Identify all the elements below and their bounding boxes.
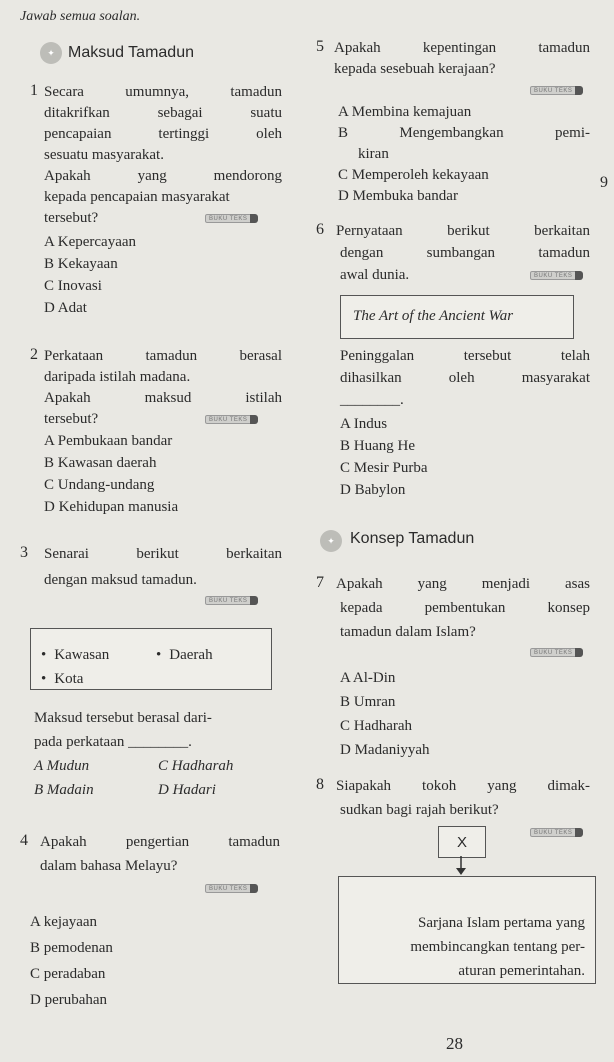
question-line: sesuatu masyarakat. — [44, 147, 164, 163]
option-c: C Inovasi — [44, 278, 102, 294]
option-b-cont: kiran — [358, 146, 389, 162]
question-line: ditakrifkan sebagai suatu — [44, 105, 282, 121]
question-line: dihasilkan oleh masyarakat — [340, 370, 590, 386]
question-number: 1 — [30, 82, 38, 99]
question-line: Peninggalan tersebut telah — [340, 348, 590, 364]
option-b: B Umran — [340, 694, 396, 710]
option-d: D Membuka bandar — [338, 188, 458, 204]
question-number: 6 — [316, 221, 324, 238]
diagram-x-label: X — [456, 833, 467, 851]
question-line: dengan maksud tamadun. — [44, 572, 197, 588]
option-c: C Undang-undang — [44, 477, 155, 493]
question-line: Senarai berikut berkaitan — [44, 546, 282, 562]
statement-box — [340, 295, 574, 339]
question-number: 5 — [316, 38, 324, 55]
option-a: A Membina kemajuan — [338, 104, 472, 120]
diagram-x-box — [438, 826, 486, 858]
option-d: D Hadari — [158, 782, 216, 798]
description-line: membincangkan tentang per- — [410, 939, 585, 955]
option-d: D Babylon — [340, 482, 406, 498]
question-number: 4 — [20, 832, 28, 849]
question-line: tamadun dalam Islam? — [340, 624, 476, 640]
option-a: A kejayaan — [30, 914, 98, 930]
question-number: 3 — [20, 544, 28, 561]
page-number: 28 — [446, 1034, 463, 1053]
option-c: C Memperoleh kekayaan — [338, 167, 489, 183]
option-a: A Indus — [340, 416, 388, 432]
section-title-konsep-tamadun: Konsep Tamadun — [350, 530, 475, 547]
option-d: D Kehidupan manusia — [44, 499, 179, 515]
question-line: Siapakah tokoh yang dimak- — [336, 778, 590, 794]
question-number: 7 — [316, 574, 324, 591]
question-line: Perkataan tamadun berasal — [44, 348, 282, 364]
option-d: D Adat — [44, 300, 87, 316]
option-a: A Kepercayaan — [44, 234, 137, 250]
question-line: pada perkataan ________. — [34, 734, 192, 750]
buku-teks-badge: BUKU TEKS — [530, 648, 583, 657]
question-line: Apakah yang menjadi asas — [336, 576, 590, 592]
option-a: A Mudun — [34, 758, 90, 774]
question-line: pencapaian tertinggi oleh — [44, 126, 282, 142]
question-line: Apakah kepentingan tamadun — [334, 40, 590, 56]
buku-teks-badge: BUKU TEKS — [530, 86, 583, 95]
list-box — [30, 628, 272, 690]
question-line: kepada sesebuah kerajaan? — [334, 61, 496, 77]
buku-teks-badge: BUKU TEKS — [205, 214, 258, 223]
description-line: aturan pemerintahan. — [458, 963, 585, 979]
option-b: B Mengembangkan pemi- — [338, 125, 590, 141]
option-b: B Huang He — [340, 438, 415, 454]
option-a: A Pembukaan bandar — [44, 433, 173, 449]
question-line: Apakah pengertian tamadun — [40, 834, 280, 850]
description-line: Sarjana Islam pertama yang — [417, 915, 585, 931]
question-line: tersebut? — [44, 411, 99, 427]
question-line: Secara umumnya, tamadun — [44, 84, 282, 100]
buku-teks-badge: BUKU TEKS — [205, 884, 258, 893]
list-item: • Daerah — [156, 645, 213, 666]
instruction: Jawab semua soalan. — [20, 9, 141, 24]
question-number: 8 — [316, 776, 324, 793]
option-c: C Hadharah — [340, 718, 413, 734]
question-line: Apakah maksud istilah — [44, 390, 282, 406]
option-b: B Kekayaan — [44, 256, 118, 272]
section-title-maksud-tamadun: Maksud Tamadun — [68, 44, 194, 61]
question-line: awal dunia. — [340, 267, 410, 283]
question-line: dengan sumbangan tamadun — [340, 245, 590, 261]
option-c: C Hadharah — [158, 758, 234, 774]
option-b: B Kawasan daerah — [44, 455, 157, 471]
description-box — [338, 876, 596, 984]
option-b: B pemodenan — [30, 940, 113, 956]
question-line: daripada istilah madana. — [44, 369, 191, 385]
question-number: 2 — [30, 346, 38, 363]
margin-mark: 9 — [600, 174, 608, 191]
question-line: kepada pembentukan konsep — [340, 600, 590, 616]
question-line: kepada pencapaian masyarakat — [44, 189, 230, 205]
question-line: tersebut? — [44, 210, 99, 226]
option-d: D perubahan — [30, 992, 108, 1008]
option-b: B Madain — [34, 782, 94, 798]
option-d: D Madaniyyah — [340, 742, 430, 758]
list-item: • Kota — [41, 669, 83, 690]
buku-teks-badge: BUKU TEKS — [205, 415, 258, 424]
question-line: Apakah yang mendorong — [44, 168, 282, 184]
statement-text: The Art of the Ancient War — [353, 308, 514, 324]
question-line: ________. — [340, 392, 404, 408]
question-line: sudkan bagi rajah berikut? — [340, 802, 499, 818]
option-c: C Mesir Purba — [340, 460, 428, 476]
buku-teks-badge: BUKU TEKS — [530, 828, 583, 837]
down-arrow-icon — [454, 856, 468, 876]
option-a: A Al-Din — [340, 670, 396, 686]
buku-teks-badge: BUKU TEKS — [205, 596, 258, 605]
question-line: Pernyataan berikut berkaitan — [336, 223, 590, 239]
list-item: • Kawasan — [41, 645, 109, 666]
buku-teks-badge: BUKU TEKS — [530, 271, 583, 280]
question-line: Maksud tersebut berasal dari- — [34, 710, 212, 726]
option-c: C peradaban — [30, 966, 106, 982]
section-icon: ✦ — [320, 530, 342, 552]
section-icon: ✦ — [40, 42, 62, 64]
question-line: dalam bahasa Melayu? — [40, 858, 178, 874]
